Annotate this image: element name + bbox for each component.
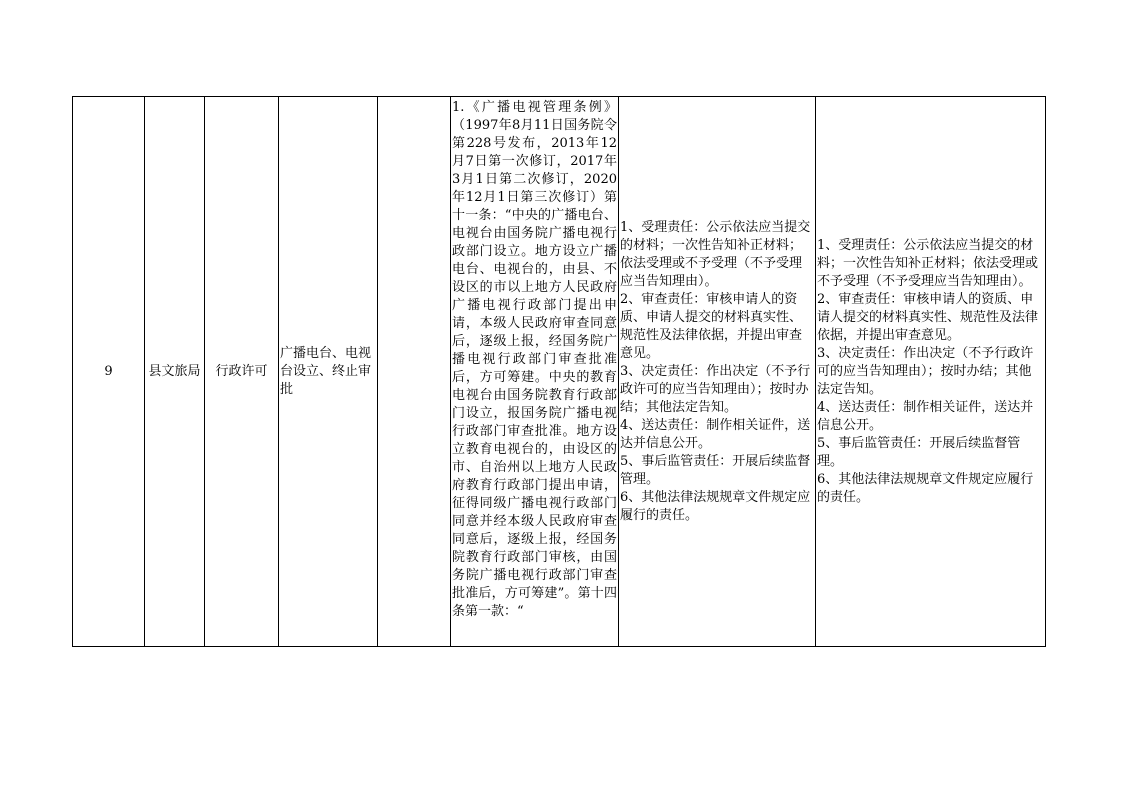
item-name: 广播电台、电视台设立、终止审批 xyxy=(280,345,372,397)
department-cell xyxy=(145,97,205,647)
item-name-cell xyxy=(279,97,378,647)
power-list-table xyxy=(72,96,1046,647)
sub-item-cell xyxy=(378,97,451,647)
row-number: 9 xyxy=(104,363,113,379)
responsibility-text-a: 1、受理责任：公示依法应当提交的材料；一次性告知补正材料；依法受理或不予受理（不予受理应当告知理由）。 2、审查责任：审核申请人的资质、申请人提交的材料真实性、规范性及法律依据，并提出审查意见。 3、决定责任：作出决定（不予行政许可的应当告知理由）；按时办结；其他法定告知。 4、送达责任：制作相关证件，送达并信息公开。 5、事后监管责任：开展后续监督管理。 6、其他法律法规规章文件规定应履行的责任。 xyxy=(620,219,811,523)
table-row xyxy=(73,97,1046,647)
responsibility-cell-a xyxy=(619,97,816,647)
row-number-cell xyxy=(73,97,145,647)
legal-basis-text: 1.《广播电视管理条例》（1997年8月11日国务院令第228号发布，2013年12月7日第一次修订，2017年3月1日第二次修订，2020年12月1日第三次修订）第十一条：“中央的广播电台、电视台由国务院广播电视行政部门设立。地方设立广播电台、电视台的，由县、不设区的市以上地方人民政府广播电视行政部门提出申请，本级人民政府审查同意后，逐级上报，经国务院广播电视行政部门审查批准后，方可筹建。中央的教育电视台由国务院教育行政部门设立，报国务院广播电视行政部门审查批准。地方设立教育电视台的，由设区的市、自治州以上地方人民政府教育行政部门提出申请，征得同级广播电视行政部门同意并经本级人民政府审查同意后，逐级上报，经国务院教育行政部门审核，由国务院广播电视行政部门审查批准后，方可筹建”。第十四条第一款：“ xyxy=(452,100,617,619)
power-type: 行政许可 xyxy=(215,363,268,379)
responsibility-text-b: 1、受理责任：公示依法应当提交的材料；一次性告知补正材料；依法受理或不予受理（不予受理应当告知理由）。 2、审查责任：审核申请人的资质、申请人提交的材料真实性、规范性及法律依据，并提出审查意见。 3、决定责任：作出决定（不予行政许可的应当告知理由）；按时办结；其他法定告知。 4、送达责任：制作相关证件，送达并信息公开。 5、事后监管责任：开展后续监督管理。 6、其他法律法规规章文件规定应履行的责任。 xyxy=(817,237,1039,505)
legal-basis-cell xyxy=(451,97,619,647)
department: 县文旅局 xyxy=(148,363,201,379)
power-type-cell xyxy=(205,97,279,647)
responsibility-cell-b xyxy=(816,97,1046,647)
